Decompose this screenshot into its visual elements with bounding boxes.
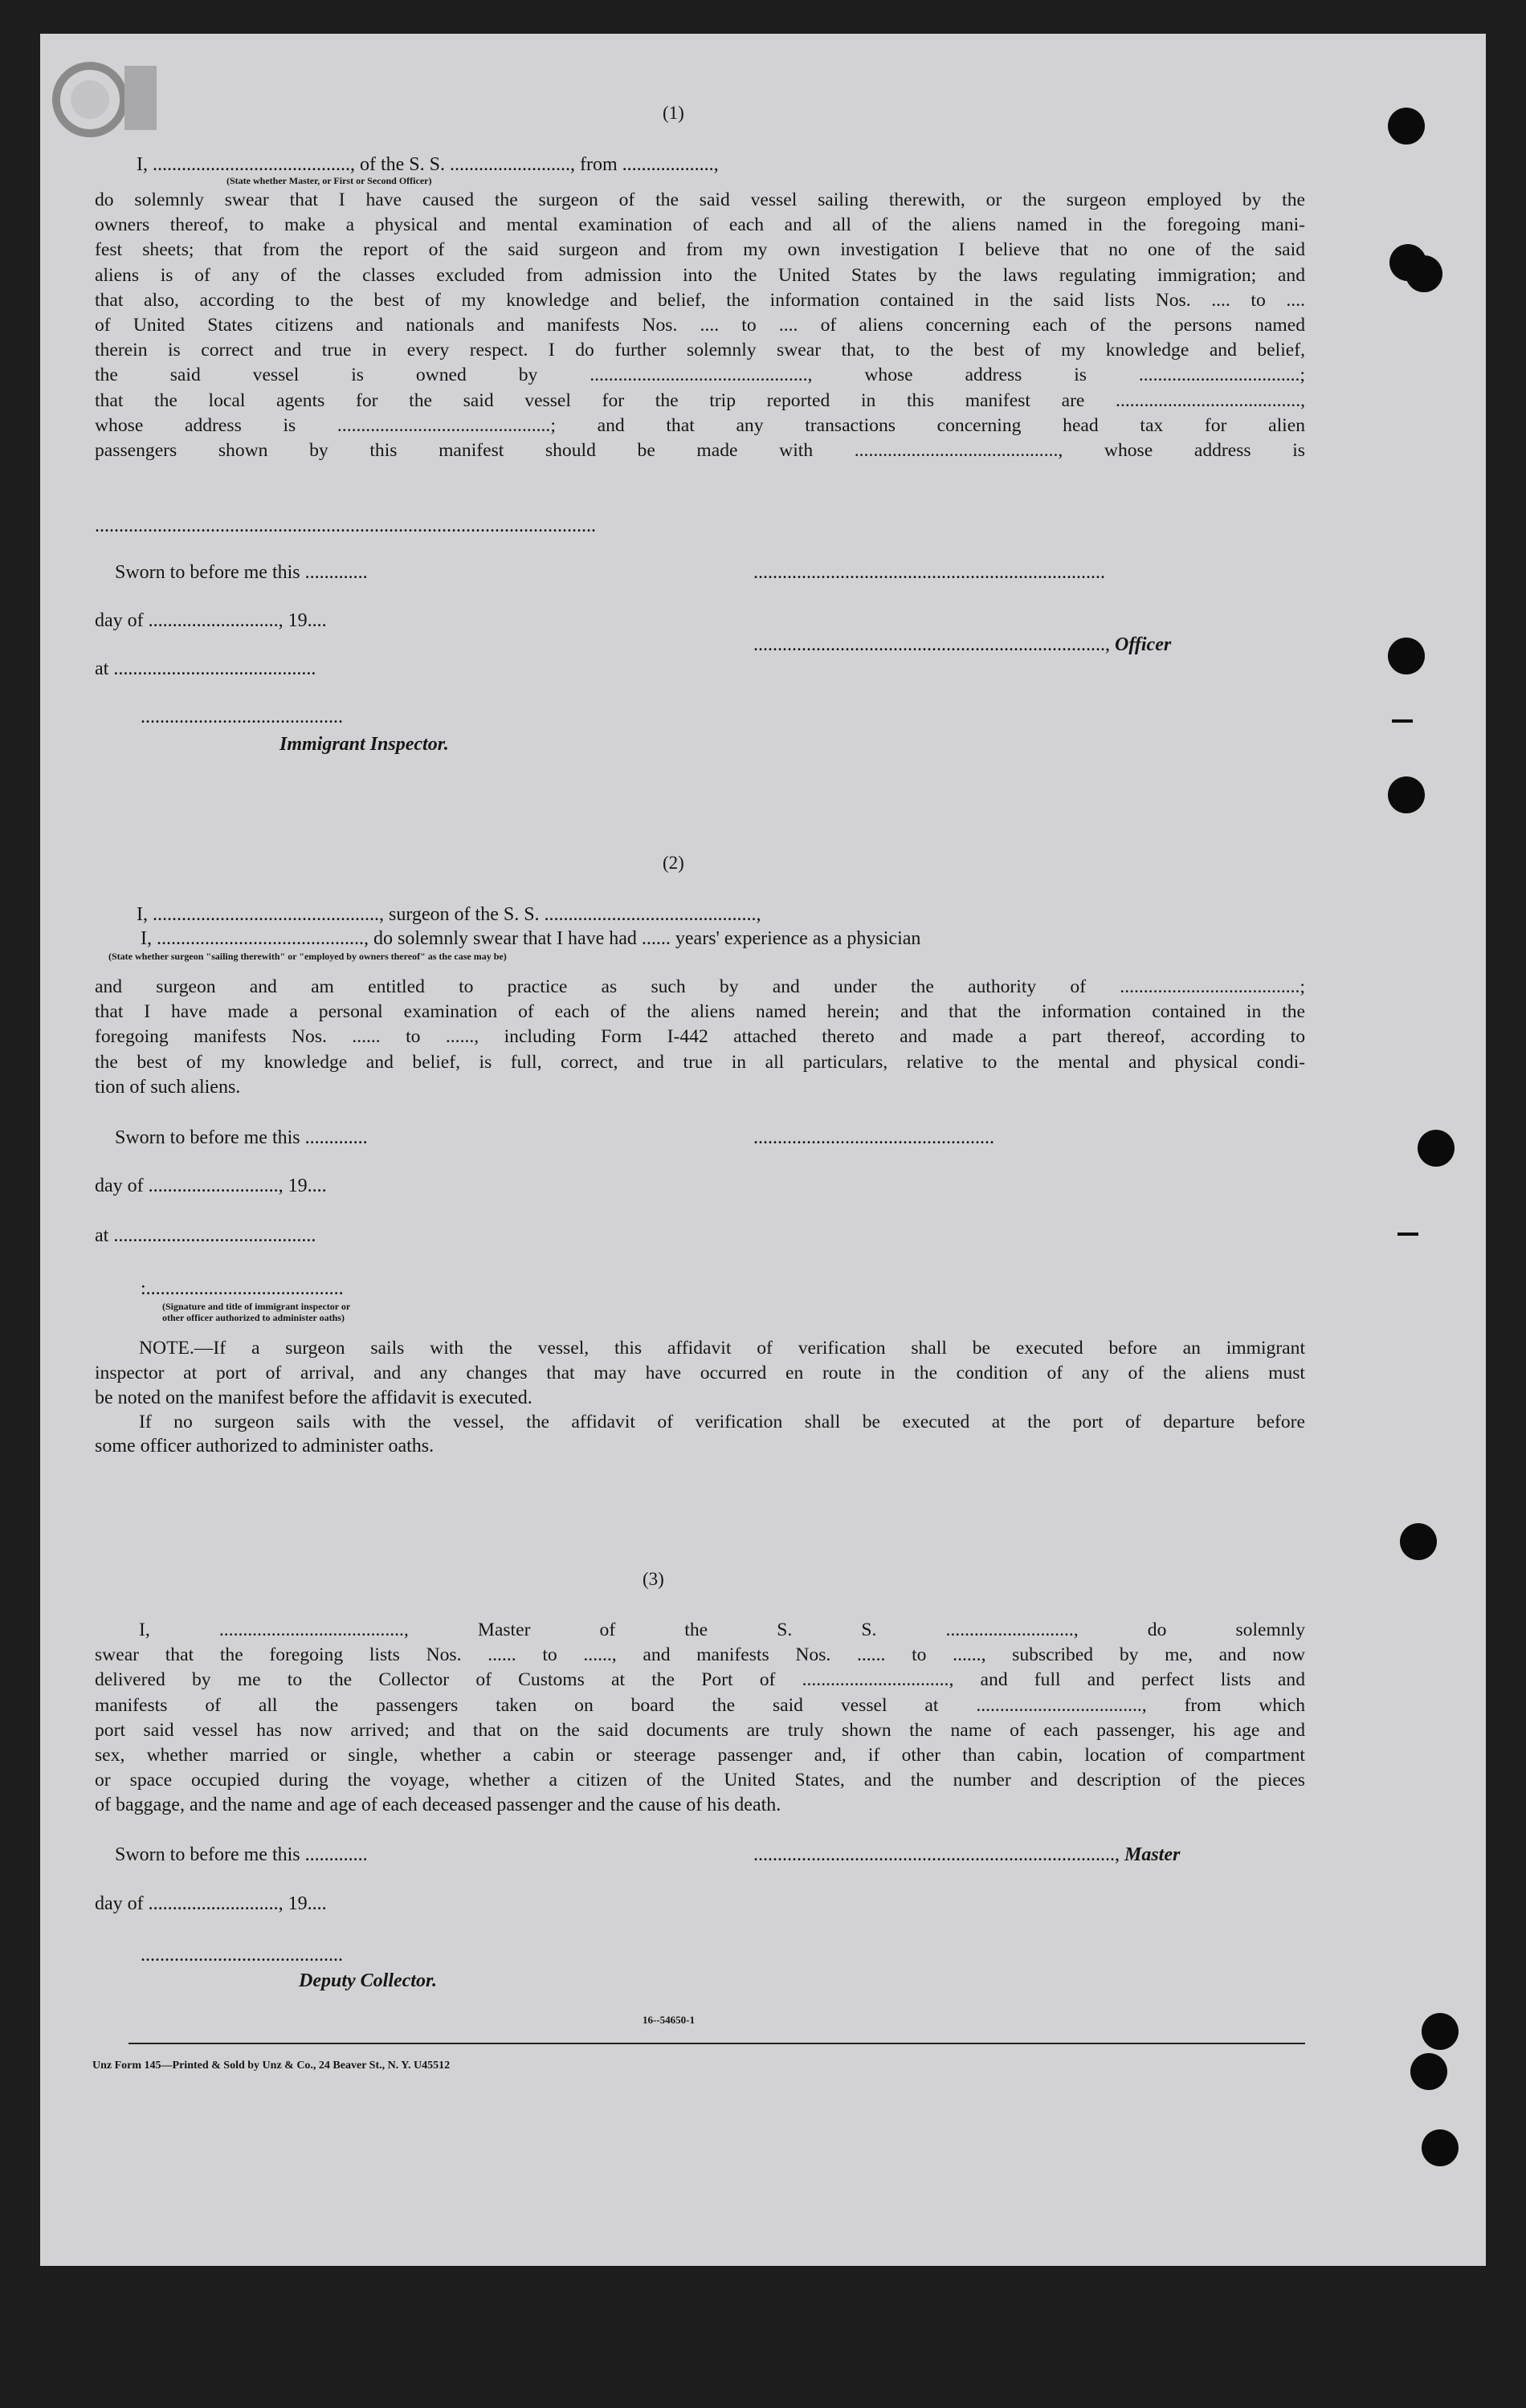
- punch-hole: [1422, 2129, 1459, 2166]
- s3-body-line: sex, whether married or single, whether a cabin or steerage passenger and, if other than cabin, location of compartment: [95, 1745, 1305, 1766]
- s1-inspector-label: Immigrant Inspector.: [279, 734, 449, 755]
- s3-master-dots: ...........................................................................,: [753, 1844, 1120, 1865]
- s1-body-line: that the local agents for the said vessel for the trip reported in this manifest are .......................................,: [95, 389, 1305, 411]
- s1-body-line: whose address is .............................................; and that any transactions concerning head tax for alien: [95, 414, 1305, 436]
- s2-at-line: at ..........................................: [95, 1225, 316, 1246]
- s2-day-line: day of ..........................., 19....: [95, 1175, 327, 1196]
- s1-officer-label: Officer: [1115, 634, 1172, 655]
- s2-signature-note-1: (Signature and title of immigrant inspector or: [162, 1301, 351, 1312]
- s3-sworn-line: Sworn to before me this .............: [115, 1844, 368, 1865]
- s1-body-line: aliens is of any of the classes excluded from admission into the United States by the laws regulating immigration; and: [95, 264, 1305, 286]
- punch-hole: [1410, 2053, 1447, 2090]
- s3-body-line: swear that the foregoing lists Nos. ...... to ......, and manifests Nos. ...... to ......, subscribed by me, and now: [95, 1644, 1305, 1666]
- s1-body-line: passengers shown by this manifest should be made with ..........................................., whose address is: [95, 440, 1305, 462]
- s3-master-line: [753, 1843, 1180, 1867]
- s1-first-line: [137, 153, 1297, 177]
- form-code: 16--54650-1: [643, 2014, 695, 2026]
- s3-last-line: of baggage, and the name and age of each deceased passenger and the cause of his death.: [95, 1795, 781, 1815]
- s1-body-line: do solemnly swear that I have caused the surgeon of the said vessel sailing therewith, or the surgeon employed by the: [95, 189, 1305, 210]
- s2-signature-line: ..................................................: [753, 1127, 994, 1148]
- mark-dash: [1392, 719, 1413, 723]
- s2-note2-last-line: some officer authorized to administer oaths.: [95, 1436, 435, 1457]
- section-1-number: (1): [663, 103, 684, 123]
- s1-body-paragraph: [95, 188, 1305, 463]
- s3-collector-signature-line: ..........................................: [141, 1945, 343, 1966]
- s2-line1a: I, ..............................................., surgeon of the S. S. ............................................,: [137, 904, 761, 925]
- s1-officer-signature-line: .........................................................................: [753, 562, 1105, 583]
- punch-hole: [1388, 108, 1425, 145]
- mark-dash: [1397, 1233, 1418, 1236]
- s1-body-line: owners thereof, to make a physical and mental examination of each and all of the aliens named in the foregoing mani-: [95, 214, 1305, 236]
- punch-hole: [1418, 1130, 1455, 1167]
- s2-signature-note-2: other officer authorized to administer oaths): [162, 1312, 345, 1323]
- s2-last-line: tion of such aliens.: [95, 1077, 241, 1098]
- s2-note-line: inspector at port of arrival, and any changes that may have occurred en route in the condition of any of the aliens must: [95, 1363, 1305, 1384]
- punch-hole: [1388, 638, 1425, 674]
- s2-inspector-signature-line: :.........................................: [141, 1278, 344, 1299]
- s1-master-note: (State whether Master, or First or Second Officer): [226, 175, 432, 186]
- s2-body-line: and surgeon and am entitled to practice as such by and under the authority of ......................................;: [95, 976, 1305, 997]
- s1-day-line: day of ..........................., 19....: [95, 610, 327, 631]
- printer-credit: Unz Form 145—Printed & Sold by Unz & Co., 24 Beaver St., N. Y. U45512: [92, 2060, 451, 2072]
- s2-note-line: NOTE.—If a surgeon sails with the vessel, this affidavit of verification shall be executed before an immigrant: [139, 1338, 1305, 1359]
- footer-rule: [129, 2043, 1305, 2044]
- s1-body-line: fest sheets; that from the report of the said surgeon and from my own investigation I believe that no one of the said: [95, 239, 1305, 261]
- punch-hole: [1406, 255, 1442, 292]
- s3-body-paragraph: [95, 1618, 1305, 1793]
- s3-body-line: delivered by me to the Collector of Customs at the Port of ..............................., and full and perfect lists and: [95, 1669, 1305, 1691]
- s3-body-line: I, ......................................., Master of the S. S. ..........................., do solemnly: [139, 1620, 1305, 1640]
- s2-sworn-line: Sworn to before me this .............: [115, 1127, 368, 1148]
- s1-sworn-line: Sworn to before me this .............: [115, 562, 368, 583]
- s1-officer-dots: .........................................................................,: [753, 634, 1110, 655]
- s1-inspector-signature-line: ..........................................: [141, 707, 343, 727]
- s2-note2-paragraph: [95, 1410, 1305, 1435]
- s3-body-line: manifests of all the passengers taken on board the said vessel at ..................................., from which: [95, 1694, 1305, 1716]
- s1-line1: I, ........................................., of the S. S. ........................., from ...................,: [137, 154, 719, 175]
- s3-body-line: port said vessel has now arrived; and that on the said documents are truly shown the name of each passenger, his age and: [95, 1719, 1305, 1741]
- s2-note-last-line: be noted on the manifest before the affidavit is executed.: [95, 1387, 532, 1408]
- s1-at-line: at ..........................................: [95, 658, 316, 679]
- s1-body-line: that also, according to the best of my knowledge and belief, the information contained in the said lists Nos. .... to ....: [95, 289, 1305, 311]
- s3-master-label: Master: [1124, 1844, 1181, 1865]
- s3-body-line: or space occupied during the voyage, whether a citizen of the United States, and the number and description of the pieces: [95, 1770, 1305, 1791]
- s2-body-line: the best of my knowledge and belief, is full, correct, and true in all particulars, relative to the mental and physical condi-: [95, 1051, 1305, 1073]
- manifest-verification-page: [40, 34, 1486, 2266]
- section-3-number: (3): [643, 1569, 664, 1589]
- punch-hole: [1388, 776, 1425, 813]
- s3-collector-label: Deputy Collector.: [299, 1970, 437, 1991]
- s1-body-line: of United States citizens and nationals and manifests Nos. .... to .... of aliens concerning each of the persons named: [95, 315, 1305, 336]
- stamp-mark: [48, 50, 169, 154]
- s2-note-paragraph: [95, 1336, 1305, 1386]
- s1-officer-line: [753, 633, 1171, 657]
- s2-body-paragraph: [95, 975, 1305, 1075]
- section-2-number: (2): [663, 853, 684, 873]
- s2-body-line: that I have made a personal examination of each of the aliens named herein; and that the information contained in the: [95, 1001, 1305, 1023]
- s1-body-line: therein is correct and true in every respect. I do further solemnly swear that, to the best of my knowledge and belief,: [95, 340, 1305, 361]
- s2-surgeon-note: (State whether surgeon "sailing therewith" or "employed by owners thereof" as the case may be): [108, 951, 507, 962]
- s3-day-line: day of ..........................., 19....: [95, 1893, 327, 1914]
- punch-hole: [1422, 2013, 1459, 2050]
- s2-body-line: foregoing manifests Nos. ...... to ......, including Form I-442 attached thereto and made a part thereof, according to: [95, 1026, 1305, 1048]
- s1-last-line: ........................................................................................................: [95, 515, 596, 536]
- s2-line1: I, ..........................................., do solemnly swear that I have had ...... years' experience as a physician: [141, 928, 921, 949]
- s1-body-line: the said vessel is owned by .............................................., whose address is ..................................;: [95, 365, 1305, 386]
- punch-hole: [1400, 1523, 1437, 1560]
- s2-note2-line: If no surgeon sails with the vessel, the affidavit of verification shall be executed at the port of departure before: [139, 1412, 1305, 1432]
